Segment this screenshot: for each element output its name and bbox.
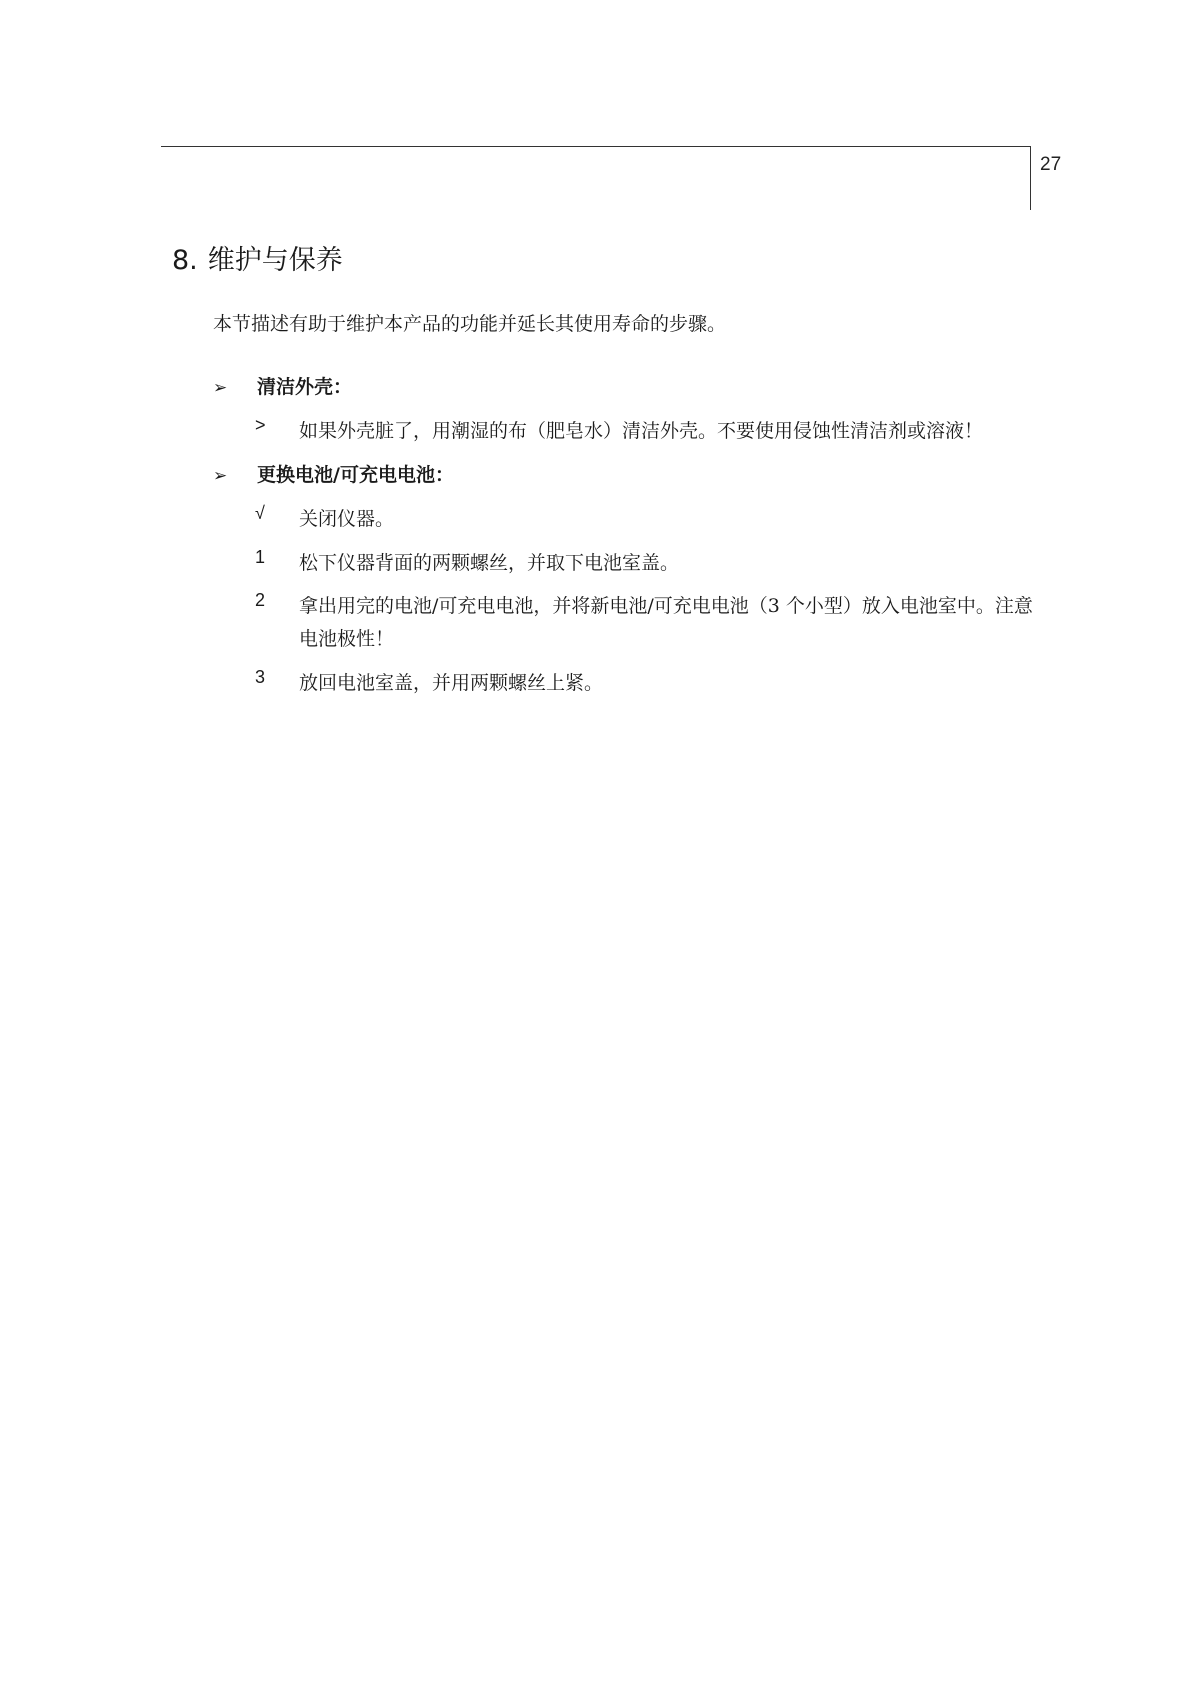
item-text: 关闭仪器。 <box>299 508 395 530</box>
page-number: 27 <box>1040 154 1062 175</box>
arrow-bullet-icon: ➢ <box>213 466 228 486</box>
step-number: 2 <box>255 590 266 610</box>
item-text: 放回电池室盖，并用两颗螺丝上紧。 <box>299 672 604 694</box>
header-rule <box>161 146 1031 147</box>
header-vertical-rule <box>1030 146 1031 210</box>
section-number: 8. <box>172 245 198 276</box>
battery-heading-text: 更换电池/可充电电池： <box>257 464 454 486</box>
section-title <box>172 238 343 277</box>
step-number: 3 <box>255 667 266 687</box>
item-text: 如果外壳脏了，用潮湿的布（肥皂水）清洁外壳。不要使用侵蚀性清洁剂或溶液！ <box>299 420 984 442</box>
clean-case-heading <box>213 372 352 399</box>
section-intro: 本节描述有助于维护本产品的功能并延长其使用寿命的步骤。 <box>213 313 727 335</box>
item-marker: > <box>255 415 266 435</box>
arrow-bullet-icon: ➢ <box>213 378 228 398</box>
section-title-text: 维护与保养 <box>207 245 343 276</box>
step-number: 1 <box>255 547 266 567</box>
battery-heading <box>213 460 454 487</box>
item-text: 松下仪器背面的两颗螺丝，并取下电池室盖。 <box>299 552 680 574</box>
checkmark-marker: √ <box>255 503 265 523</box>
item-text: 拿出用完的电池/可充电电池，并将新电池/可充电电池（3 个小型）放入电池室中。注意电池极性！ <box>299 595 1033 650</box>
clean-case-heading-text: 清洁外壳： <box>257 376 353 398</box>
